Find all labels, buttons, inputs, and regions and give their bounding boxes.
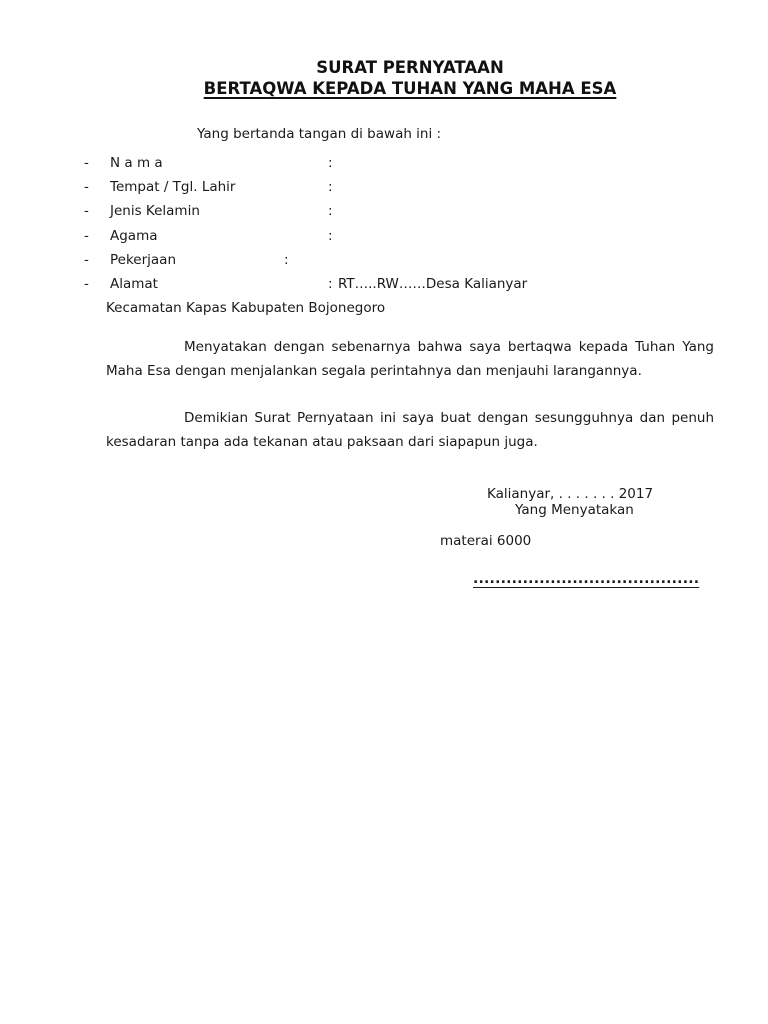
field-value-alamat: RT…..RW……Desa Kalianyar — [338, 276, 528, 292]
field-row-alamat — [0, 276, 768, 296]
field-bullet: - — [84, 228, 89, 244]
field-row-tempat-tgl-lahir — [0, 179, 768, 199]
field-bullet: - — [84, 276, 89, 292]
field-colon: : — [328, 228, 333, 244]
address-continued: Kecamatan Kapas Kabupaten Bojonegoro — [106, 300, 386, 316]
field-row-agama — [0, 228, 768, 248]
field-label-jenis-kelamin: Jenis Kelamin — [110, 203, 200, 219]
field-label-agama: Agama — [110, 228, 158, 244]
field-label-pekerjaan: Pekerjaan — [110, 252, 177, 268]
field-bullet: - — [84, 252, 89, 268]
document-subtitle: BERTAQWA KEPADA TUHAN YANG MAHA ESA — [203, 79, 617, 98]
document-title: SURAT PERNYATAAN — [316, 58, 504, 77]
signature-name-line: ......................................... — [473, 571, 700, 587]
closing-paragraph: Demikian Surat Pernyataan ini saya buat dengan sesungguhnya dan penuh kesadaran tanpa ada tekanan atau paksaan dari siapapun juga. — [106, 410, 714, 450]
field-row-jenis-kelamin — [0, 203, 768, 223]
field-bullet: - — [84, 155, 89, 171]
field-label-tempat-tgl-lahir: Tempat / Tgl. Lahir — [110, 179, 236, 195]
statement-paragraph: Menyatakan dengan sebenarnya bahwa saya bertaqwa kepada Tuhan Yang Maha Esa dengan menjalankan segala perintahnya dan menjauhi larangannya. — [106, 339, 714, 379]
field-colon: : — [328, 155, 333, 171]
field-row-nama — [0, 155, 768, 175]
field-colon: : — [284, 252, 289, 268]
field-colon: : — [328, 203, 333, 219]
signature-role: Yang Menyatakan — [515, 502, 634, 518]
field-label-alamat: Alamat — [110, 276, 158, 292]
field-bullet: - — [84, 179, 89, 195]
field-colon: : — [328, 179, 333, 195]
signature-stamp: materai 6000 — [440, 533, 532, 549]
field-colon: : — [328, 276, 333, 292]
field-label-nama: N a m a — [110, 155, 163, 171]
field-bullet: - — [84, 203, 89, 219]
intro-text: Yang bertanda tangan di bawah ini : — [197, 126, 442, 142]
field-row-pekerjaan — [0, 252, 768, 272]
signature-place-date: Kalianyar, . . . . . . . 2017 — [487, 486, 654, 502]
